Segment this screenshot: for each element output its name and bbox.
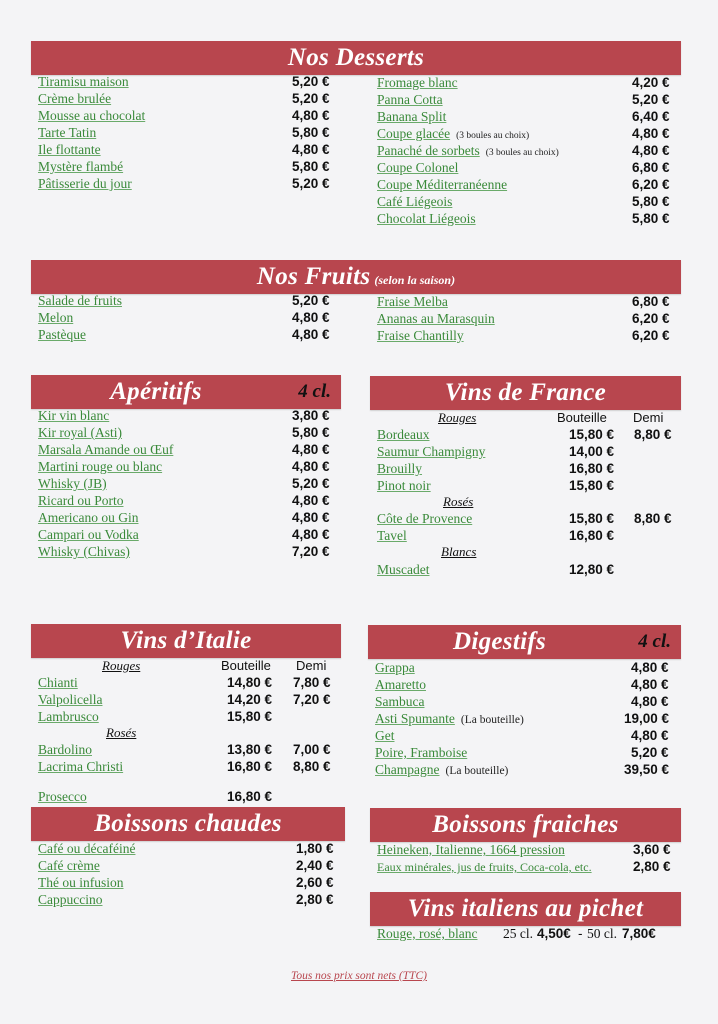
boissons-fraiches-list <box>377 841 677 875</box>
item-note: (3 boules au choix) <box>485 148 559 158</box>
item-price: 5,20 € <box>292 176 330 191</box>
item-price-half: 8,80 € <box>293 759 331 774</box>
list-item <box>38 543 338 560</box>
item-name: Fraise Chantilly <box>377 328 464 343</box>
list-item <box>38 175 338 192</box>
item-name: Valpolicella <box>38 692 103 707</box>
digestifs-measure: 4 cl. <box>638 631 671 652</box>
list-item <box>377 91 677 108</box>
item-note: (3 boules au choix) <box>456 131 530 141</box>
banner-boissons-chaudes <box>31 807 345 841</box>
item-name: Champagne <box>375 762 440 777</box>
fruits-title: Nos Fruits <box>256 263 371 290</box>
vins-france-col-bottle: Bouteille <box>557 410 607 425</box>
item-price: 4,20 € <box>632 75 670 90</box>
item-price: 3,60 € <box>633 842 671 857</box>
list-item <box>377 193 677 210</box>
item-name: Banana Split <box>377 109 447 124</box>
banner-pichet <box>370 892 681 926</box>
banner-fruits <box>31 260 681 294</box>
item-price: 6,20 € <box>632 311 670 326</box>
list-item <box>38 891 338 908</box>
item-price: 6,20 € <box>632 177 670 192</box>
desserts-right-list <box>377 74 677 227</box>
list-item <box>375 659 675 676</box>
item-name: Coupe Méditerranéenne <box>377 177 508 192</box>
list-item <box>377 460 677 477</box>
item-price: 4,80 € <box>631 660 669 675</box>
list-item <box>377 510 677 527</box>
item-name: Chocolat Liégeois <box>377 211 476 226</box>
list-item <box>377 310 677 327</box>
list-item <box>38 326 338 343</box>
list-item <box>38 124 338 141</box>
list-item <box>377 443 677 460</box>
pichet-50-price: 7,80€ <box>622 926 656 941</box>
list-item <box>375 693 675 710</box>
item-price: 4,80 € <box>632 143 670 158</box>
vins-france-roses-label: Rosés <box>443 494 474 509</box>
list-item <box>375 710 675 727</box>
fruits-left-list <box>38 292 338 343</box>
item-price-half: 7,80 € <box>293 675 331 690</box>
item-name: Muscadet <box>377 562 430 577</box>
banner-desserts <box>31 41 681 75</box>
item-price: 5,20 € <box>292 476 330 491</box>
item-name: Prosecco <box>38 789 87 804</box>
item-name: Pinot noir <box>377 478 431 493</box>
list-item <box>38 492 338 509</box>
list-item <box>38 90 338 107</box>
fruits-subtitle: (selon la saison) <box>374 273 456 287</box>
item-price: 4,80 € <box>632 126 670 141</box>
item-name: Pâtisserie du jour <box>38 176 132 191</box>
item-price-half: 8,80 € <box>634 511 672 526</box>
item-name: Whisky (Chivas) <box>38 544 130 559</box>
vins-france-blancs-label: Blancs <box>441 544 477 559</box>
item-name: Fromage blanc <box>377 75 458 90</box>
banner-aperitifs <box>31 375 341 409</box>
item-price: 2,80 € <box>296 892 334 907</box>
item-name: Martini rouge ou blanc <box>38 459 163 474</box>
item-name: Lambrusco <box>38 709 99 724</box>
list-item <box>38 708 338 725</box>
list-item <box>38 741 338 758</box>
item-price: 5,20 € <box>292 293 330 308</box>
list-item <box>38 874 338 891</box>
pichet-25-label: 25 cl. <box>503 926 533 941</box>
vins-france-rouges-label: Rouges <box>438 410 477 425</box>
item-price: 6,80 € <box>632 160 670 175</box>
item-name: Salade de fruits <box>38 293 122 308</box>
item-name: Coupe Colonel <box>377 160 459 175</box>
item-price: 4,80 € <box>292 108 330 123</box>
list-item <box>38 141 338 158</box>
boissons-chaudes-title: Boissons chaudes <box>94 810 282 837</box>
item-price: 6,80 € <box>632 294 670 309</box>
item-name: Côte de Provence <box>377 511 473 526</box>
item-price-bottle: 16,80 € <box>569 461 615 476</box>
list-item <box>377 327 677 344</box>
item-name: Heineken, Italienne, 1664 pression <box>377 842 565 857</box>
vins-italie-roses-list <box>38 741 338 775</box>
item-price: 2,60 € <box>296 875 334 890</box>
item-name: Tarte Tatin <box>38 125 97 140</box>
vins-italie-title: Vins d’Italie <box>120 627 252 654</box>
item-name: Café crème <box>38 858 100 873</box>
item-name: Eaux minérales, jus de fruits, Coca-cola, etc. <box>377 860 592 874</box>
item-price-bottle: 16,80 € <box>227 759 273 774</box>
list-item <box>38 475 338 492</box>
item-price-half: 8,80 € <box>634 427 672 442</box>
item-name: Sambuca <box>375 694 425 709</box>
vins-france-blancs-list <box>377 561 677 578</box>
item-name: Mousse au chocolat <box>38 108 146 123</box>
list-item <box>38 407 338 424</box>
list-item <box>377 858 677 875</box>
item-name: Crème brulée <box>38 91 112 106</box>
item-price: 5,20 € <box>292 91 330 106</box>
item-name: Get <box>375 728 395 743</box>
item-name: Lacrima Christi <box>38 759 124 774</box>
pichet-title: Vins italiens au pichet <box>407 895 644 922</box>
item-price: 4,80 € <box>292 310 330 325</box>
item-name: Rouge, rosé, blanc <box>377 926 478 941</box>
item-name: Pastèque <box>38 327 86 342</box>
banner-vins-italie <box>31 624 341 658</box>
item-name: Fraise Melba <box>377 294 448 309</box>
item-name: Chianti <box>38 675 78 690</box>
banner-vins-france <box>370 376 681 410</box>
digestifs-title: Digestifs <box>453 628 546 655</box>
item-note: (La bouteille) <box>445 765 509 777</box>
item-name: Cappuccino <box>38 892 103 907</box>
list-item <box>377 925 677 942</box>
item-name: Coupe glacée <box>377 126 451 141</box>
item-name: Marsala Amande ou Œuf <box>38 442 174 457</box>
item-price-half: 7,00 € <box>293 742 331 757</box>
vins-france-title: Vins de France <box>444 379 607 406</box>
vins-france-roses-list <box>377 510 677 544</box>
item-price-bottle: 14,80 € <box>227 675 273 690</box>
item-price-bottle: 16,80 € <box>227 789 273 804</box>
item-price-bottle: 15,80 € <box>227 709 273 724</box>
item-price: 4,80 € <box>292 493 330 508</box>
list-item <box>375 761 675 778</box>
item-name: Ricard ou Porto <box>38 493 124 508</box>
list-item <box>377 74 677 91</box>
pichet-sep: - <box>578 926 583 941</box>
item-price-bottle: 15,80 € <box>569 478 615 493</box>
item-price-bottle: 12,80 € <box>569 562 615 577</box>
item-name: Campari ou Vodka <box>38 527 139 542</box>
item-price: 3,80 € <box>292 408 330 423</box>
item-price: 5,80 € <box>292 125 330 140</box>
list-item <box>377 527 677 544</box>
list-item <box>377 561 677 578</box>
item-name: Poire, Framboise <box>375 745 468 760</box>
item-price: 19,00 € <box>624 711 670 726</box>
aperitifs-measure: 4 cl. <box>298 381 331 402</box>
pichet-50-label: 50 cl. <box>587 926 617 941</box>
item-name: Melon <box>38 310 74 325</box>
vins-italie-col-half: Demi <box>296 658 327 673</box>
list-item <box>38 691 338 708</box>
aperitifs-list <box>38 407 338 560</box>
aperitifs-title: Apéritifs <box>110 378 202 405</box>
item-name: Café Liégeois <box>377 194 453 209</box>
item-price: 5,80 € <box>632 194 670 209</box>
item-name: Kir royal (Asti) <box>38 425 122 440</box>
list-item <box>377 477 677 494</box>
item-name: Mystère flambé <box>38 159 124 174</box>
item-price-bottle: 13,80 € <box>227 742 273 757</box>
item-name: Bardolino <box>38 742 92 757</box>
list-item <box>38 458 338 475</box>
item-name: Panna Cotta <box>377 92 443 107</box>
item-price: 4,80 € <box>292 510 330 525</box>
item-name: Ile flottante <box>38 142 101 157</box>
list-item <box>377 142 677 159</box>
pichet-row <box>377 925 677 942</box>
list-item <box>38 73 338 90</box>
item-price: 5,80 € <box>292 159 330 174</box>
list-item <box>377 426 677 443</box>
item-name: Saumur Champigny <box>377 444 486 459</box>
item-price: 4,80 € <box>292 459 330 474</box>
list-item <box>377 210 677 227</box>
item-price-half: 7,20 € <box>293 692 331 707</box>
list-item <box>377 293 677 310</box>
item-price: 4,80 € <box>631 694 669 709</box>
banner-boissons-fraiches <box>370 808 681 842</box>
item-price: 5,80 € <box>632 211 670 226</box>
item-name: Brouilly <box>377 461 423 476</box>
list-item <box>38 509 338 526</box>
list-item <box>38 840 338 857</box>
list-item <box>375 744 675 761</box>
list-item <box>38 526 338 543</box>
item-price: 4,80 € <box>631 728 669 743</box>
item-price: 4,80 € <box>292 442 330 457</box>
vins-italie-prosecco <box>38 788 338 805</box>
list-item <box>377 176 677 193</box>
fruits-right-list <box>377 293 677 344</box>
vins-italie-roses-label: Rosés <box>106 725 137 740</box>
item-name: Amaretto <box>375 677 426 692</box>
item-name: Kir vin blanc <box>38 408 110 423</box>
list-item <box>38 758 338 775</box>
item-name: Panaché de sorbets <box>377 143 480 158</box>
item-price: 4,80 € <box>292 527 330 542</box>
item-note: (La bouteille) <box>460 714 524 726</box>
boissons-chaudes-list <box>38 840 338 908</box>
list-item <box>38 158 338 175</box>
item-price-bottle: 16,80 € <box>569 528 615 543</box>
item-price: 4,80 € <box>631 677 669 692</box>
list-item <box>375 727 675 744</box>
list-item <box>38 788 338 805</box>
vins-france-col-half: Demi <box>633 410 664 425</box>
item-price: 2,80 € <box>633 859 671 874</box>
boissons-fraiches-title: Boissons fraiches <box>432 811 619 838</box>
vins-italie-rouges-list <box>38 674 338 725</box>
item-name: Grappa <box>375 660 415 675</box>
item-price: 4,80 € <box>292 327 330 342</box>
digestifs-list <box>375 659 675 778</box>
item-price-bottle: 14,00 € <box>569 444 615 459</box>
list-item <box>38 107 338 124</box>
item-name: Tavel <box>377 528 407 543</box>
vins-italie-col-bottle: Bouteille <box>221 658 271 673</box>
list-item <box>38 424 338 441</box>
list-item <box>375 676 675 693</box>
item-price: 5,20 € <box>292 74 330 89</box>
item-name: Americano ou Gin <box>38 510 139 525</box>
item-price-bottle: 14,20 € <box>227 692 273 707</box>
item-price: 4,80 € <box>292 142 330 157</box>
item-name: Ananas au Marasquin <box>377 311 495 326</box>
desserts-title: Nos Desserts <box>287 44 425 71</box>
item-price: 7,20 € <box>292 544 330 559</box>
item-price: 2,40 € <box>296 858 334 873</box>
item-price-bottle: 15,80 € <box>569 511 615 526</box>
list-item <box>377 841 677 858</box>
list-item <box>38 292 338 309</box>
item-name: Asti Spumante <box>375 711 455 726</box>
vins-france-rouges-list <box>377 426 677 494</box>
list-item <box>377 125 677 142</box>
list-item <box>38 674 338 691</box>
item-name: Thé ou infusion <box>38 875 124 890</box>
vins-italie-rouges-label: Rouges <box>102 658 141 673</box>
item-name: Bordeaux <box>377 427 430 442</box>
item-price-bottle: 15,80 € <box>569 427 615 442</box>
list-item <box>377 108 677 125</box>
list-item <box>38 309 338 326</box>
pichet-25-price: 4,50€ <box>537 926 571 941</box>
item-price: 6,40 € <box>632 109 670 124</box>
list-item <box>38 441 338 458</box>
list-item <box>377 159 677 176</box>
item-price: 5,80 € <box>292 425 330 440</box>
list-item <box>38 857 338 874</box>
desserts-left-list <box>38 73 338 192</box>
item-price: 6,20 € <box>632 328 670 343</box>
item-price: 5,20 € <box>632 92 670 107</box>
item-price: 5,20 € <box>631 745 669 760</box>
footer-note: Tous nos prix sont nets (TTC) <box>290 970 427 982</box>
item-name: Whisky (JB) <box>38 476 107 491</box>
item-price: 1,80 € <box>296 841 334 856</box>
banner-digestifs <box>368 625 681 659</box>
item-price: 39,50 € <box>624 762 670 777</box>
item-name: Café ou décaféiné <box>38 841 136 856</box>
item-name: Tiramisu maison <box>38 74 129 89</box>
